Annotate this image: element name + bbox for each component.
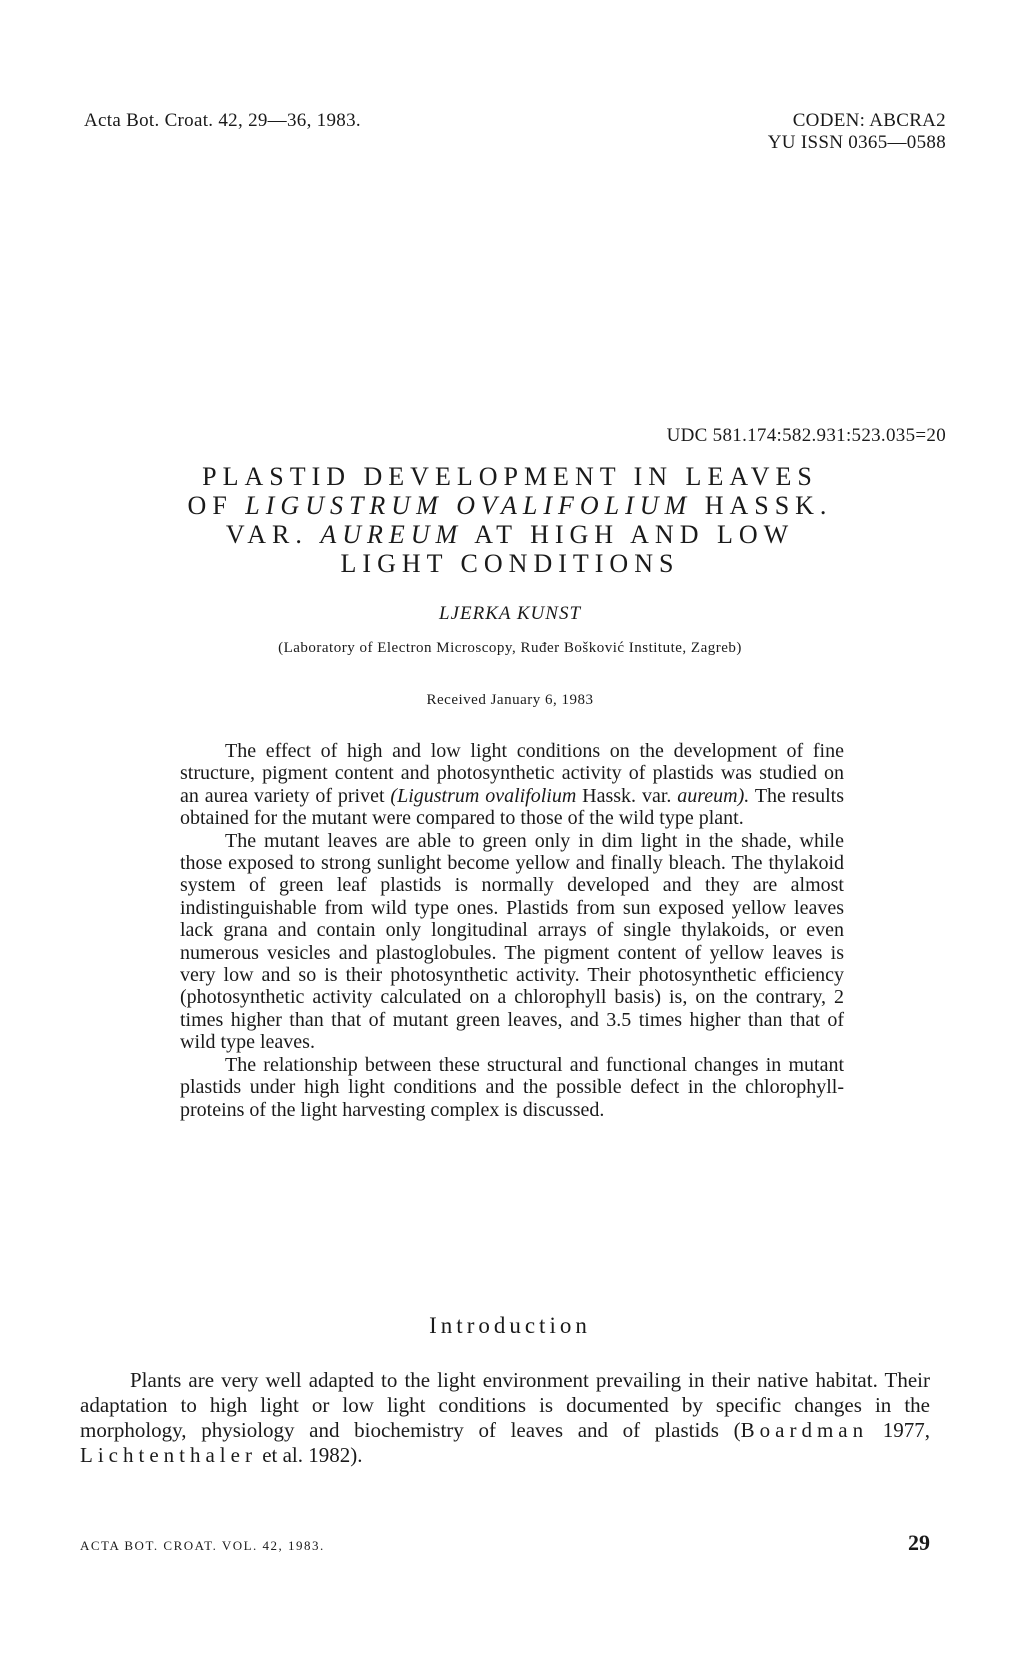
citation-boardman: Boardman [740,1418,869,1442]
issn: YU ISSN 0365—0588 [767,132,946,153]
udc-code: UDC 581.174:582.931:523.035=20 [666,425,946,446]
introduction-text [80,1368,930,1468]
article-title [150,462,870,578]
page-footer: ACTA BOT. CROAT. VOL. 42, 1983. [80,1538,325,1553]
variety-name: AUREUM [320,520,464,549]
affiliation: (Laboratory of Electron Microscopy, Ruđer Bošković Institute, Zagreb) [278,640,742,656]
title-line-1: PLASTID DEVELOPMENT IN LEAVES [202,462,818,491]
author-name: LJERKA KUNST [438,603,582,624]
journal-citation: Acta Bot. Croat. 42, 29—36, 1983. [84,110,361,131]
citation-lichtenthaler: Lichtenthaler [80,1443,257,1467]
abstract-paragraph-2: The mutant leaves are able to green only in dim light in the shade, while those exposed to strong sunlight become yellow and finally bleach. The thylakoid system of green leaf plastids is normally developed and they are almost indistinguishable from wild type ones. Plastids from sun exposed yellow leaves lack grana and contain only longitudinal arrays of single thylakoids, or even numerous vesicles and plastoglobules. The pigment content of yellow leaves is very low and so is their photosynthetic activity. Their photosynthetic efficiency (photosynthetic activity calculated on a chlorophyll basis) is, on the contrary, 2 times higher than that of mutant green leaves, and 3.5 times higher than that of wild type leaves. [180,829,844,1054]
page-number: 29 [908,1530,930,1555]
species-name: LIGUSTRUM OVALIFOLIUM [245,491,693,520]
title-line-4: LIGHT CONDITIONS [340,549,680,578]
intro-paragraph-1: Plants are very well adapted to the light environment prevailing in their native habitat. Their adaptation to high light or low light conditions is documented by specific changes in the morphology, physiology and biochemistry of leaves and of plastids (Boardman 1977, Lichtenthaler et al. 1982). [80,1368,931,1467]
received-date: Received January 6, 1983 [426,692,594,708]
coden: CODEN: ABCRA2 [792,110,946,131]
abstract-paragraph-3: The relationship between these structural and functional changes in mutant plastids under high light conditions and the possible defect in the chlorophyll-proteins of the light harvesting complex is discussed. [180,1053,844,1121]
abstract-paragraph-1: The effect of high and low light conditions on the development of fine structure, pigment content and photosynthetic activity of plastids was studied on an aurea variety of privet (Ligustrum ovalifolium Hassk. var. aureum). The results obtained for the mutant were compared to those of the wild type plant. [180,740,845,830]
abstract [180,740,844,1121]
section-heading-introduction: Introduction [429,1313,591,1338]
title-line-3: VAR. AUREUM AT HIGH AND LOW [225,520,795,549]
title-line-2: OF LIGUSTRUM OVALIFOLIUM HASSK. [187,491,833,520]
